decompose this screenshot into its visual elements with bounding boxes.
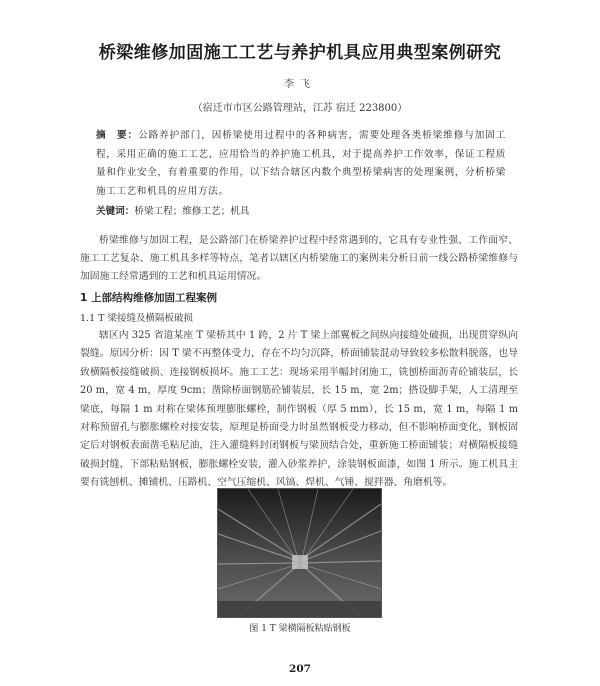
section-heading-1-1: 1.1 T 梁接缝及横隔板破损 — [80, 313, 193, 324]
keywords — [96, 203, 506, 217]
body-paragraph: 辖区内 325 省道某座 T 梁桥其中 1 跨，2 片 T 梁上部翼板之间纵向接缝处破损，出现贯穿纵向裂缝。原因分析：因 T 梁不再整体受力，存在不均匀沉降，桥面铺装混动导致较多松散料脱落，也导致横隔板接缝破损、连接钢板损坏。施工工艺：现场采用半幅封闭施工，铣刨桥面沥青砼铺装层，长 20 m，宽 4 m，厚度 9cm；凿除桥面钢筋砼铺装层，长 15 m，宽 2m；搭设脚手架，人工清理至梁底，每隔 1 m 对称在梁体预埋膨胀螺栓，制作钢板（厚 5 mm），长 15 m，宽 1 m，每隔 1 m 对称预留孔与膨胀螺栓对接安装，原理是桥面受力时虽然钢板受力移动，但不影响桥面变化，钢板固定后对钢板表面凿毛粘尼油，注入灌缝料封闭钢板与梁顶结合处，重新施工桥面铺装；对横隔板接缝破损封缝，下部粘贴钢板，膨胀螺栓安装，灌入砂浆养护，涂装钢板面漆，如图 1 所示。施工机具主要有铣刨机、摊铺机、压路机、空气压缩机、风镐、焊机、气锤、搅拌器、角磨机等。 — [80, 330, 518, 489]
paper-title: 桥梁维修加固施工工艺与养护机具应用典型案例研究 — [98, 43, 502, 63]
abstract-label: 摘 要： — [96, 130, 139, 141]
abstract — [96, 127, 506, 201]
section-heading-1: 1 上部结构维修加固工程案例 — [80, 292, 217, 304]
bridge-underside-photo — [218, 489, 381, 617]
author: 李飞 — [284, 79, 316, 90]
figure-caption: 图 1 T 梁横隔板粘贴钢板 — [249, 624, 351, 634]
abstract-text: 公路养护部门，因桥梁使用过程中的各种病害，需要处理各类桥梁维修与加固工程，采用正确的施工工艺，应用恰当的养护施工机具，对于提高养护工作效率，保证工程质量和作业安全，有着重要的作用，以下结合辖区内数个典型桥梁病害的处理案例，分析桥梁施工工艺和机具的应用方法。 — [96, 130, 507, 197]
keywords-label: 关键词： — [96, 206, 135, 217]
affiliation: （宿迁市市区公路管理站，江苏 宿迁 223800） — [192, 103, 408, 114]
keywords-text: 桥梁工程；维修工艺；机具 — [134, 206, 250, 217]
figure-photo — [217, 488, 382, 618]
intro-paragraph: 桥梁维修与加固工程，是公路部门在桥梁养护过程中经常遇到的，它具有专业性强、工作面窄、施工工艺复杂、施工机具多样等特点，笔者以辖区内桥梁施工的案例来分析日前一线公路桥梁维修与加固施工经常遇到的工艺和机具运用情况。 — [80, 235, 518, 282]
page-number: 207 — [289, 663, 311, 675]
